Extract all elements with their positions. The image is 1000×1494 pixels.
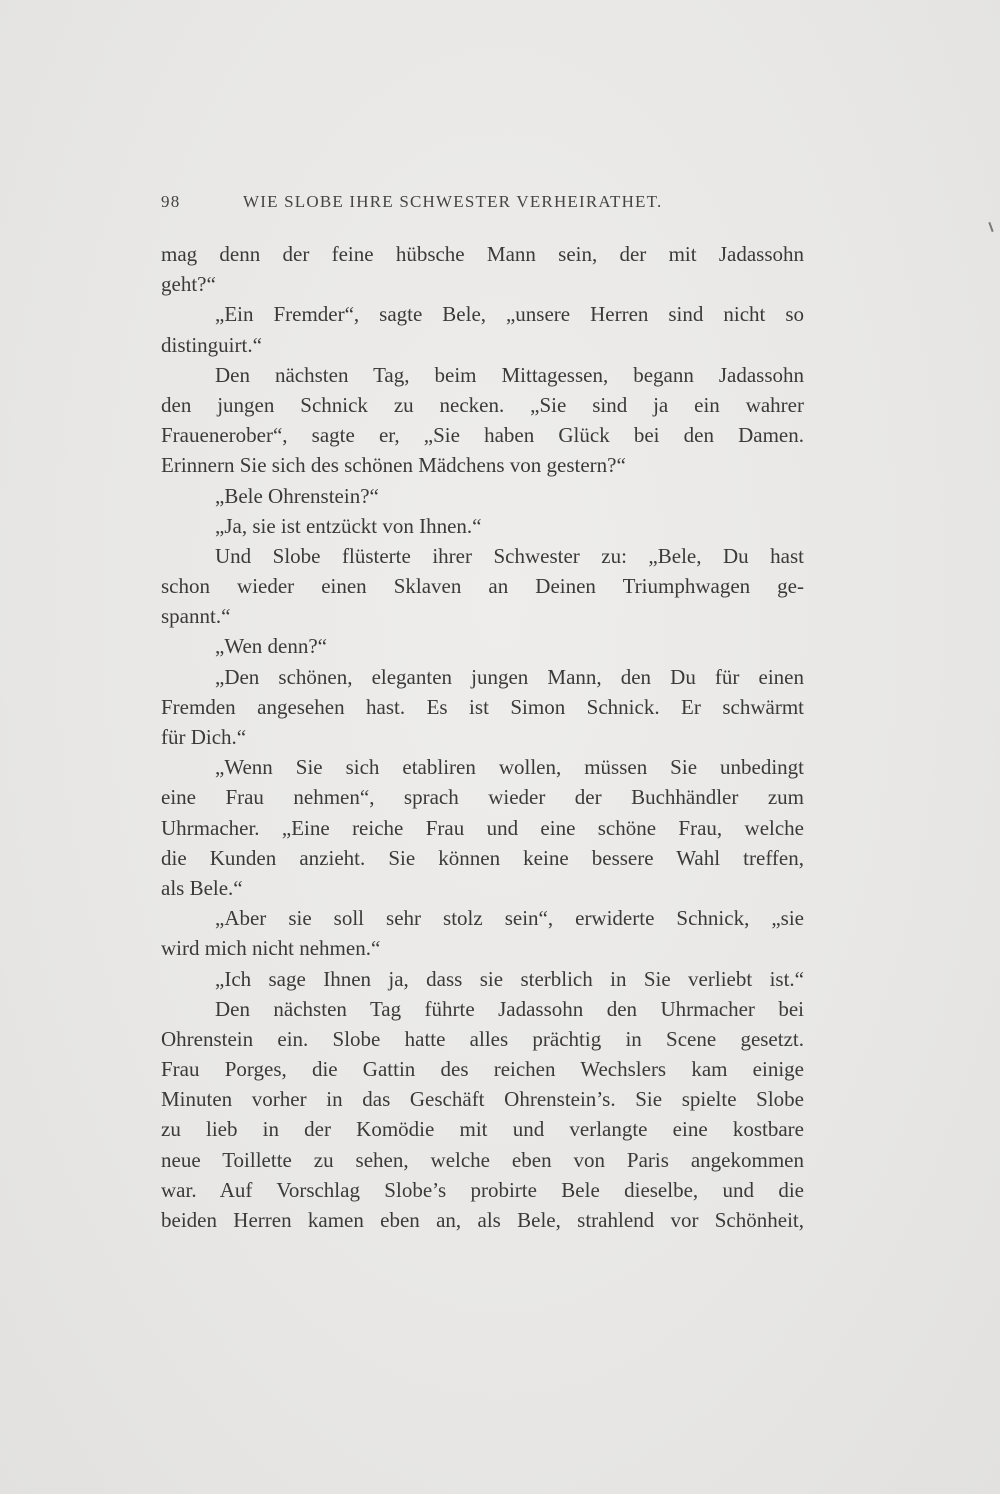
text-line: mag denn der feine hübsche Mann sein, der mit Jadassohn xyxy=(161,242,804,266)
text-line: wird mich nicht nehmen.“ xyxy=(161,936,381,961)
text-line: schon wieder einen Sklaven an Deinen Triumphwagen ge- xyxy=(161,574,804,599)
text-line: „Den schönen, eleganten jungen Mann, den Du für einen xyxy=(215,664,804,689)
text-line: Fremden angesehen hast. Es ist Simon Schnick. Er schwärmt xyxy=(161,694,804,719)
running-head: WIE SLOBE IHRE SCHWESTER VERHEIRATHET. xyxy=(243,192,663,211)
text-line: „Ja, sie ist entzückt von Ihnen.“ xyxy=(215,513,482,538)
text-line: als Bele.“ xyxy=(161,875,243,900)
page-number: 98 xyxy=(161,192,181,211)
text-line: Den nächsten Tag, beim Mittagessen, begann Jadassohn xyxy=(215,362,804,387)
text-line: Uhrmacher. „Eine reiche Frau und eine schöne Frau, welche xyxy=(161,815,804,840)
text-line: zu lieb in der Komödie mit und verlangte eine kostbare xyxy=(161,1117,804,1142)
margin-mark xyxy=(988,222,993,232)
text-line: die Kunden anzieht. Sie können keine bessere Wahl treffen, xyxy=(161,845,804,870)
text-line: eine Frau nehmen“, sprach wieder der Buchhändler zum xyxy=(161,785,804,810)
text-line: Erinnern Sie sich des schönen Mädchens von gestern?“ xyxy=(161,453,626,478)
text-line: war. Auf Vorschlag Slobe’s probirte Bele dieselbe, und die xyxy=(161,1177,804,1202)
text-line: neue Toillette zu sehen, welche eben von Paris angekommen xyxy=(161,1147,804,1172)
text-line: für Dich.“ xyxy=(161,725,247,749)
text-line: Und Slobe flüsterte ihrer Schwester zu: „Bele, Du hast xyxy=(215,543,804,568)
text-line: beiden Herren kamen eben an, als Bele, strahlend vor Schönheit, xyxy=(161,1208,804,1232)
page-header xyxy=(161,192,723,218)
body-text xyxy=(161,239,804,1235)
text-line: geht?“ xyxy=(161,272,216,297)
text-line: „Aber sie soll sehr stolz sein“, erwiderte Schnick, „sie xyxy=(215,906,804,931)
text-line: „Wen denn?“ xyxy=(215,634,327,659)
text-line: Frau Porges, die Gattin des reichen Wechslers kam einige xyxy=(161,1057,804,1082)
text-line: „Ich sage Ihnen ja, dass sie sterblich in Sie verliebt ist.“ xyxy=(215,966,804,991)
text-line: Frauenerober“, sagte er, „Sie haben Glück bei den Damen. xyxy=(161,423,804,448)
text-line: spannt.“ xyxy=(161,604,231,629)
text-line: „Ein Fremder“, sagte Bele, „unsere Herren sind nicht so xyxy=(215,302,804,327)
text-line: „Bele Ohrenstein?“ xyxy=(215,483,379,508)
text-line: „Wenn Sie sich etabliren wollen, müssen Sie unbedingt xyxy=(215,755,804,780)
text-line: Den nächsten Tag führte Jadassohn den Uhrmacher bei xyxy=(215,996,804,1021)
text-line: Ohrenstein ein. Slobe hatte alles prächtig in Scene gesetzt. xyxy=(161,1026,804,1051)
text-line: den jungen Schnick zu necken. „Sie sind ja ein wahrer xyxy=(161,392,804,417)
text-line: Minuten vorher in das Geschäft Ohrenstein’s. Sie spielte Slobe xyxy=(161,1087,804,1112)
text-line: distinguirt.“ xyxy=(161,332,262,357)
